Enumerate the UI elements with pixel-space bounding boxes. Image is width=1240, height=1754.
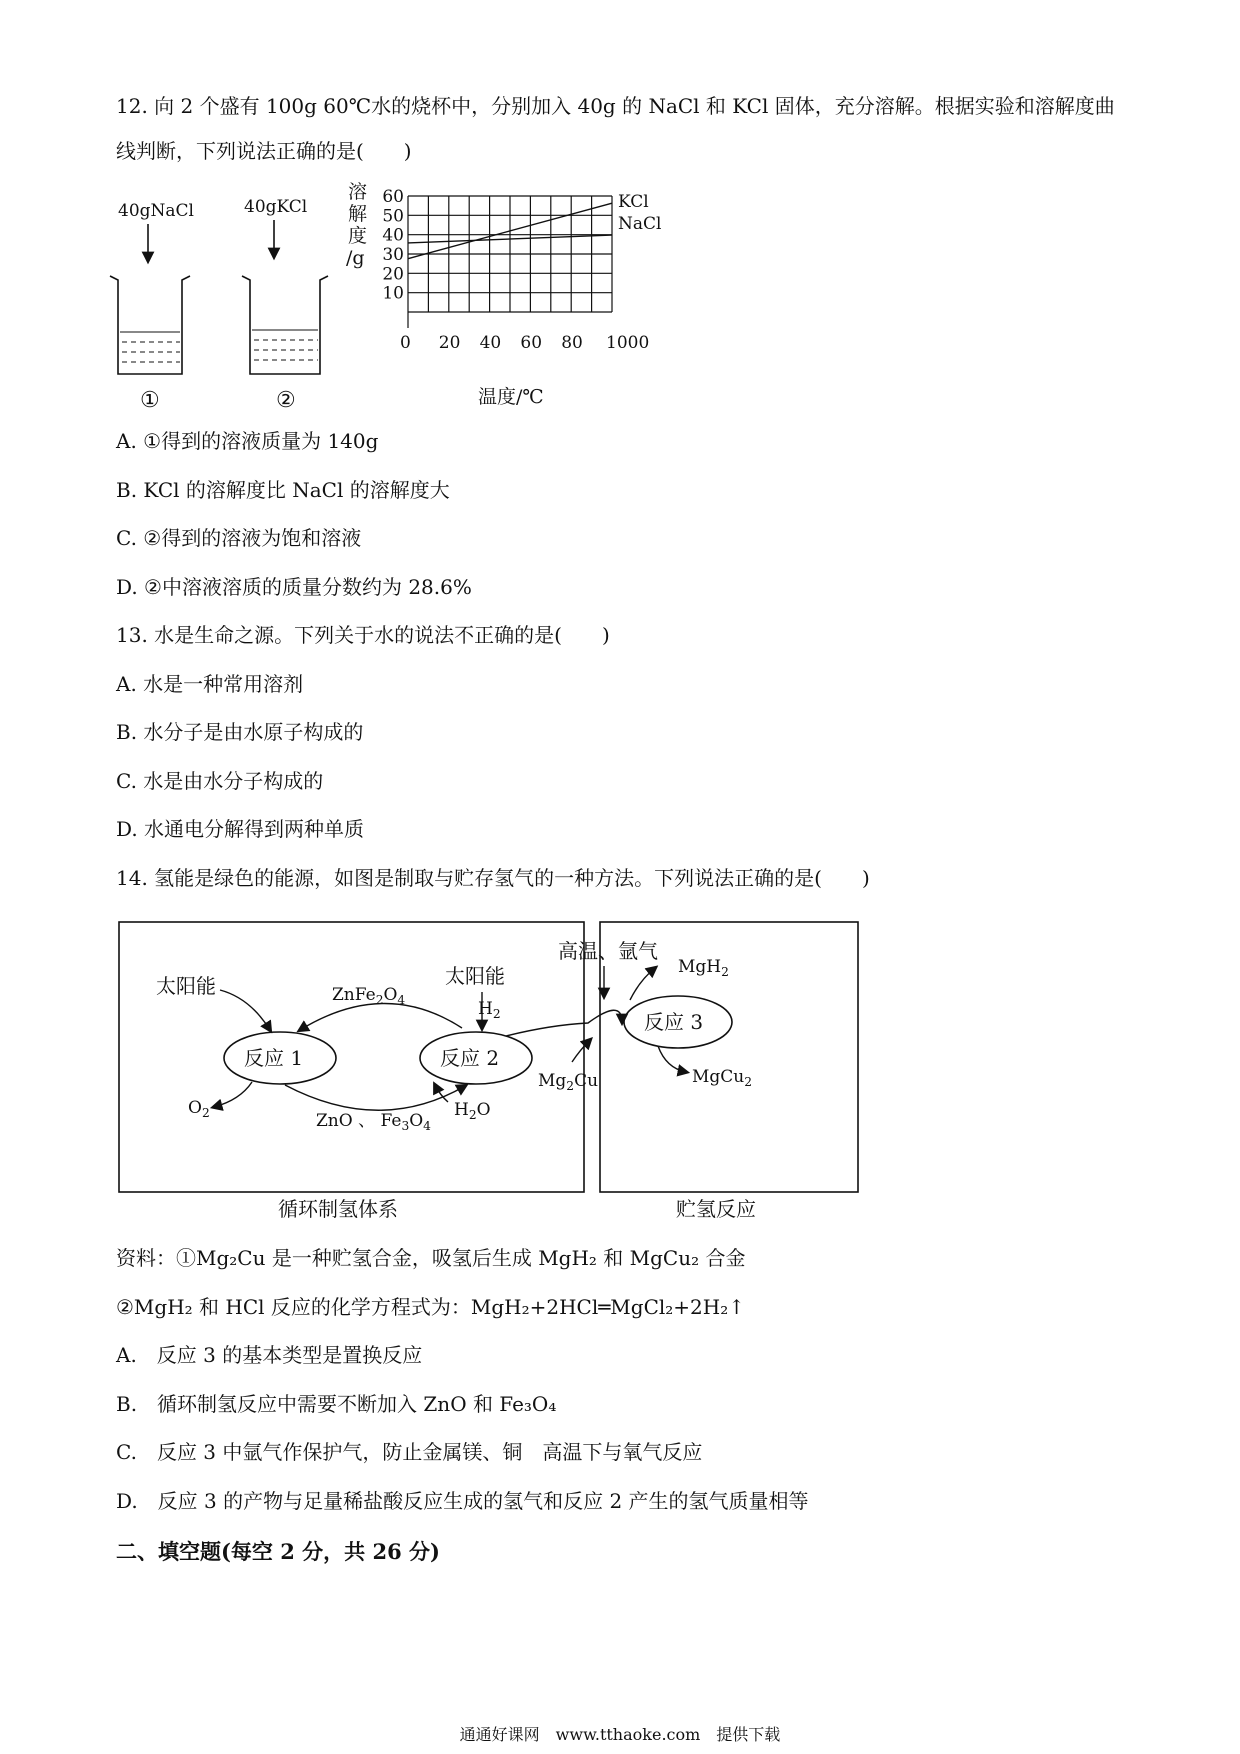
q14-option-b: B. 循环制氢反应中需要不断加入 ZnO 和 Fe₃O₄ xyxy=(116,1392,557,1416)
q13-option-a: A. 水是一种常用溶剂 xyxy=(116,672,304,696)
reaction3-label: 反应 3 xyxy=(644,1010,704,1034)
hydrogen-diagram xyxy=(110,910,860,1230)
cycle-system-caption: 循环制氢体系 xyxy=(278,1197,398,1221)
page-footer: 通通好课网 www.tthaoke.com 提供下载 xyxy=(459,1725,781,1744)
q14-material1: 资料：①Mg₂Cu 是一种贮氢合金，吸氢后生成 MgH₂ 和 MgCu₂ 合金 xyxy=(116,1246,746,1270)
mg2cu-label: $Mg_2Cu$ xyxy=(538,1071,599,1093)
beakers-figure xyxy=(110,180,340,420)
chart-series xyxy=(408,192,661,258)
beaker2-liquid xyxy=(252,330,318,360)
q12-stem-line1: 12. 向 2 个盛有 100g 60℃水的烧杯中，分别加入 40g 的 NaCl 和 KCl 固体，充分溶解。根据实验和溶解度曲 xyxy=(116,94,1115,118)
y-axis-label-part: 解 xyxy=(348,203,368,225)
y-tick-labels xyxy=(382,187,404,304)
beaker2-label: 40gKCl xyxy=(244,197,308,217)
solar2-label: 太阳能 xyxy=(445,964,505,988)
section-2-heading: 二、填空题(每空 2 分，共 26 分) xyxy=(116,1539,440,1564)
y-tick-label: 60 xyxy=(382,187,404,207)
q13-option-d: D. 水通电分解得到两种单质 xyxy=(116,817,365,841)
beaker2-number: ② xyxy=(276,388,296,413)
q13-option-b: B. 水分子是由水原子构成的 xyxy=(116,720,364,744)
x-tick-label: 0 xyxy=(400,333,411,353)
q14-material2: ②MgH₂ 和 HCl 反应的化学方程式为：MgH₂+2HCl═MgCl₂+2H₂↑ xyxy=(116,1295,745,1319)
x-tick-label: 40 xyxy=(479,333,502,353)
q12-option-d: D. ②中溶液溶质的质量分数约为 28.6% xyxy=(116,575,472,599)
q12-option-a: A. ①得到的溶液质量为 140g xyxy=(116,429,379,453)
o2-label: $O_2$ xyxy=(188,1098,210,1120)
q14-option-c: C. 反应 3 中氩气作保护气，防止金属镁、铜 高温下与氧气反应 xyxy=(116,1440,703,1464)
y-tick-label: 30 xyxy=(382,245,404,265)
y-axis-label-part: 溶 xyxy=(348,181,368,203)
znfe2o4-label: $ZnFe_2O_4$ xyxy=(332,985,406,1007)
x-axis-label: 温度/℃ xyxy=(478,386,544,408)
q13-option-c: C. 水是由水分子构成的 xyxy=(116,769,324,793)
y-tick-label: 20 xyxy=(382,264,404,285)
h2o-label: $H_2O$ xyxy=(454,1100,491,1122)
reaction2-label: 反应 2 xyxy=(440,1046,500,1070)
q14-option-d: D. 反应 3 的产物与足量稀盐酸反应生成的氢气和反应 2 产生的氢气质量相等 xyxy=(116,1489,809,1513)
conditions-label: 高温、氩气 xyxy=(558,939,658,963)
y-tick-label: 10 xyxy=(382,283,404,304)
q13-stem: 13. 水是生命之源。下列关于水的说法不正确的是( ) xyxy=(116,623,610,647)
beaker1 xyxy=(110,276,190,374)
q12-option-c: C. ②得到的溶液为饱和溶液 xyxy=(116,526,362,550)
x-tick-labels xyxy=(400,333,649,353)
chart-grid xyxy=(408,196,612,328)
x-tick-label: 60 xyxy=(520,333,543,353)
mgh2-label: MgH$_2$ xyxy=(678,957,729,979)
series-label-kcl: KCl xyxy=(618,192,649,213)
beaker2 xyxy=(242,276,328,374)
x-tick-label: 1000 xyxy=(606,333,650,353)
beaker1-label: 40gNaCl xyxy=(118,201,194,221)
reaction1-label: 反应 1 xyxy=(244,1046,304,1070)
beaker1-liquid xyxy=(120,332,180,362)
h2-label: $H_2$ xyxy=(478,999,501,1021)
q12-option-b: B. KCl 的溶解度比 NaCl 的溶解度大 xyxy=(116,478,450,502)
storage-reaction-caption: 贮氢反应 xyxy=(676,1197,756,1221)
q14-option-a: A. 反应 3 的基本类型是置换反应 xyxy=(116,1343,423,1367)
y-tick-label: 50 xyxy=(382,206,404,227)
y-axis-label-part: /g xyxy=(346,247,365,269)
x-tick-label: 80 xyxy=(561,333,583,353)
q14-stem: 14. 氢能是绿色的能源，如图是制取与贮存氢气的一种方法。下列说法正确的是( ) xyxy=(116,866,870,890)
series-label-nacl: NaCl xyxy=(618,214,662,235)
q12-stem-line2: 线判断，下列说法正确的是( ) xyxy=(116,139,412,163)
solubility-chart xyxy=(346,181,680,411)
y-tick-label: 40 xyxy=(382,225,404,246)
x-tick-label: 20 xyxy=(438,333,461,353)
mgcu2-label: MgCu$_2$ xyxy=(692,1067,753,1089)
zno-fe3o4-label: ZnO 、 $Fe_3O_4$ xyxy=(316,1111,431,1133)
solar1-label: 太阳能 xyxy=(156,974,216,998)
beaker1-number: ① xyxy=(140,388,160,413)
y-axis-label-part: 度 xyxy=(348,225,368,247)
cycle-system-box xyxy=(119,922,584,1192)
